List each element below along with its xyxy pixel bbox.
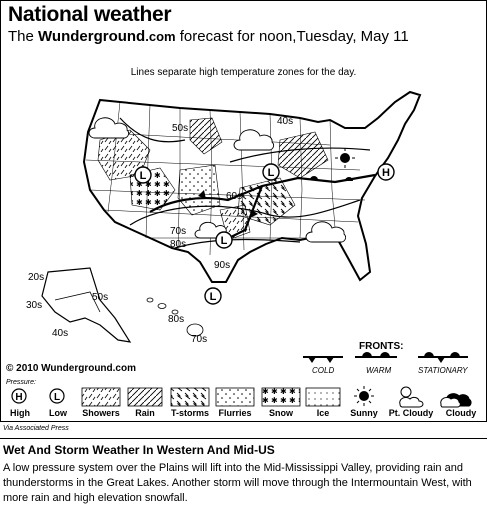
tstorms-icon bbox=[171, 388, 209, 406]
sunny-icon bbox=[354, 386, 374, 406]
snow-icon bbox=[262, 388, 300, 406]
zone-label: 70s bbox=[170, 226, 187, 237]
subtitle: The Wunderground.com forecast for noon,Tuesday, May 11 bbox=[8, 28, 409, 45]
low-pressure-marker-west bbox=[135, 167, 151, 183]
legend-icons bbox=[12, 386, 471, 407]
copyright: © 2010 Wunderground.com bbox=[6, 363, 136, 374]
legend-label-cloudy: Cloudy bbox=[445, 408, 477, 418]
credit-line: Via Associated Press bbox=[3, 425, 69, 432]
partly-cloudy-icon bbox=[400, 387, 423, 407]
legend-label-high: High bbox=[10, 408, 30, 418]
legend-label-sunny: Sunny bbox=[350, 408, 378, 418]
cloudy-icon bbox=[441, 394, 471, 407]
zone-label: 40s bbox=[52, 328, 69, 339]
legend-label-flurries: Flurries bbox=[218, 408, 252, 418]
svg-text:H: H bbox=[15, 392, 23, 403]
ice-icon bbox=[306, 388, 340, 406]
pressure-legend-title: Pressure: bbox=[6, 379, 36, 386]
brand-name: Wunderground bbox=[38, 28, 146, 45]
fronts-legend-title: FRONTS: bbox=[359, 341, 404, 352]
low-pressure-marker-alaska bbox=[205, 288, 221, 304]
svg-text:L: L bbox=[139, 170, 147, 182]
zone-label: 50s bbox=[172, 123, 189, 134]
legend-label-partly-cloudy: Pt. Cloudy bbox=[388, 408, 434, 418]
legend-label-low: Low bbox=[49, 408, 67, 418]
zone-label: 80s bbox=[168, 314, 185, 325]
front-label-cold: COLD bbox=[312, 366, 335, 375]
stationary-front-symbol bbox=[418, 352, 468, 363]
low-pressure-marker-plains bbox=[216, 232, 232, 248]
zone-label: 30s bbox=[26, 300, 43, 311]
front-label-stationary: STATIONARY bbox=[418, 366, 468, 375]
svg-text:L: L bbox=[267, 167, 275, 179]
svg-text:L: L bbox=[220, 235, 228, 247]
legend-label-snow: Snow bbox=[269, 408, 293, 418]
low-pressure-marker-midwest bbox=[263, 164, 279, 180]
cold-front-symbol bbox=[303, 357, 343, 363]
zone-label: 90s bbox=[214, 260, 231, 271]
flurries-icon bbox=[216, 388, 254, 406]
rain-icon bbox=[128, 388, 162, 406]
warm-front-symbol bbox=[355, 352, 397, 357]
svg-text:H: H bbox=[382, 167, 390, 179]
svg-text:L: L bbox=[209, 291, 217, 303]
high-pressure-icon bbox=[12, 389, 26, 403]
page-title: National weather bbox=[8, 3, 172, 26]
story-body: A low pressure system over the Plains will lift into the Mid-Mississippi Valley, providing rain and thunderstorms in the Great Lakes. Another storm will move through the Intermountain West, with more rain and high elevation snowfall. bbox=[3, 462, 472, 504]
zone-label: 50s bbox=[92, 292, 109, 303]
legend-label-ice: Ice bbox=[316, 408, 330, 418]
divider bbox=[0, 438, 487, 439]
legend-label-showers: Showers bbox=[82, 408, 120, 418]
zone-label: 20s bbox=[28, 272, 45, 283]
zone-label: 40s bbox=[277, 116, 294, 127]
zone-label: 60s bbox=[226, 191, 243, 202]
story-headline: Wet And Storm Weather In Western And Mid-US bbox=[3, 443, 275, 457]
showers-icon bbox=[82, 388, 120, 406]
legend-label-rain: Rain bbox=[135, 408, 155, 418]
high-pressure-marker-northeast bbox=[378, 164, 394, 180]
low-pressure-icon bbox=[50, 389, 64, 403]
zone-label: 70s bbox=[191, 334, 208, 345]
front-legend bbox=[303, 352, 468, 363]
map-note: Lines separate high temperature zones for the day. bbox=[130, 67, 357, 78]
zone-label: 80s bbox=[170, 239, 187, 250]
legend-label-tstorms: T-storms bbox=[170, 408, 209, 418]
front-label-warm: WARM bbox=[366, 366, 392, 375]
svg-text:L: L bbox=[53, 392, 61, 403]
